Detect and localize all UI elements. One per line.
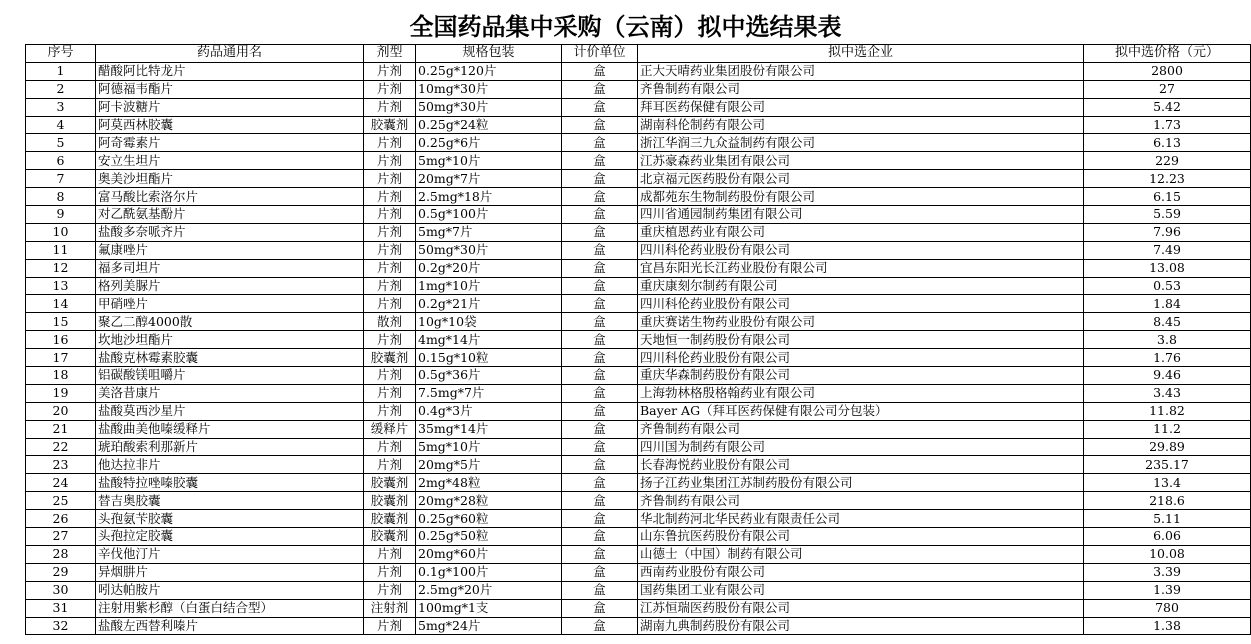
table-row — [26, 98, 1251, 116]
cell-index[interactable]: 18 — [26, 367, 96, 385]
cell-enterprise[interactable]: 湖南科伦制药有限公司 — [638, 116, 1084, 134]
cell-enterprise[interactable]: 四川科伦药业股份有限公司 — [638, 241, 1084, 259]
header-cell-drug-name[interactable]: 药品通用名 — [96, 45, 364, 63]
cell-spec[interactable]: 5mg*10片 — [416, 438, 562, 456]
cell-dosage-form[interactable]: 片剂 — [364, 241, 416, 259]
cell-spec[interactable]: 10mg*30片 — [416, 80, 562, 98]
cell-unit[interactable]: 盒 — [562, 259, 638, 277]
cell-drug-name[interactable]: 氟康唑片 — [96, 241, 364, 259]
cell-price[interactable]: 10.08 — [1084, 545, 1251, 563]
cell-dosage-form[interactable]: 胶囊剂 — [364, 528, 416, 546]
cell-enterprise[interactable]: 上海勃林格殷格翰药业有限公司 — [638, 384, 1084, 402]
cell-price[interactable]: 3.39 — [1084, 563, 1251, 581]
cell-spec[interactable]: 20mg*7片 — [416, 170, 562, 188]
cell-unit[interactable]: 盒 — [562, 456, 638, 474]
cell-enterprise[interactable]: 西南药业股份有限公司 — [638, 563, 1084, 581]
cell-spec[interactable]: 20mg*5片 — [416, 456, 562, 474]
cell-spec[interactable]: 0.5g*100片 — [416, 206, 562, 224]
cell-dosage-form[interactable]: 片剂 — [364, 617, 416, 635]
cell-index[interactable]: 8 — [26, 188, 96, 206]
cell-drug-name[interactable]: 注射用紫杉醇（白蛋白结合型） — [96, 599, 364, 617]
cell-spec[interactable]: 5mg*24片 — [416, 617, 562, 635]
cell-unit[interactable]: 盒 — [562, 313, 638, 331]
cell-index[interactable]: 22 — [26, 438, 96, 456]
cell-index[interactable]: 5 — [26, 134, 96, 152]
cell-enterprise[interactable]: 宜昌东阳光长江药业股份有限公司 — [638, 259, 1084, 277]
cell-unit[interactable]: 盒 — [562, 62, 638, 80]
cell-price[interactable]: 11.82 — [1084, 402, 1251, 420]
cell-enterprise[interactable]: 江苏豪森药业集团有限公司 — [638, 152, 1084, 170]
cell-unit[interactable]: 盒 — [562, 545, 638, 563]
cell-enterprise[interactable]: 齐鲁制药有限公司 — [638, 420, 1084, 438]
cell-price[interactable]: 7.49 — [1084, 241, 1251, 259]
cell-dosage-form[interactable]: 胶囊剂 — [364, 116, 416, 134]
cell-unit[interactable]: 盒 — [562, 528, 638, 546]
table-row — [26, 241, 1251, 259]
cell-unit[interactable]: 盒 — [562, 420, 638, 438]
cell-enterprise[interactable]: 拜耳医药保健有限公司 — [638, 98, 1084, 116]
cell-price[interactable]: 12.23 — [1084, 170, 1251, 188]
cell-price[interactable]: 1.76 — [1084, 349, 1251, 367]
cell-price[interactable]: 27 — [1084, 80, 1251, 98]
cell-price[interactable]: 9.46 — [1084, 367, 1251, 385]
table-row — [26, 223, 1251, 241]
cell-unit[interactable]: 盒 — [562, 152, 638, 170]
cell-spec[interactable]: 5mg*10片 — [416, 152, 562, 170]
cell-drug-name[interactable]: 坎地沙坦酯片 — [96, 331, 364, 349]
table-row — [26, 384, 1251, 402]
cell-unit[interactable]: 盒 — [562, 241, 638, 259]
cell-index[interactable]: 4 — [26, 116, 96, 134]
table-row — [26, 456, 1251, 474]
cell-dosage-form[interactable]: 片剂 — [364, 223, 416, 241]
cell-drug-name[interactable]: 辛伐他汀片 — [96, 545, 364, 563]
table-row — [26, 259, 1251, 277]
cell-index[interactable]: 13 — [26, 277, 96, 295]
cell-price[interactable]: 13.08 — [1084, 259, 1251, 277]
cell-enterprise[interactable]: 重庆植恩药业有限公司 — [638, 223, 1084, 241]
cell-enterprise[interactable]: 齐鲁制药有限公司 — [638, 492, 1084, 510]
cell-index[interactable]: 32 — [26, 617, 96, 635]
cell-dosage-form[interactable]: 胶囊剂 — [364, 492, 416, 510]
cell-spec[interactable]: 50mg*30片 — [416, 241, 562, 259]
table-row — [26, 438, 1251, 456]
cell-spec[interactable]: 10g*10袋 — [416, 313, 562, 331]
cell-dosage-form[interactable]: 片剂 — [364, 259, 416, 277]
cell-index[interactable]: 21 — [26, 420, 96, 438]
cell-spec[interactable]: 0.15g*10粒 — [416, 349, 562, 367]
cell-unit[interactable]: 盒 — [562, 134, 638, 152]
cell-unit[interactable]: 盒 — [562, 581, 638, 599]
cell-spec[interactable]: 0.2g*21片 — [416, 295, 562, 313]
cell-drug-name[interactable]: 琥珀酸索利那新片 — [96, 438, 364, 456]
cell-index[interactable]: 9 — [26, 206, 96, 224]
cell-index[interactable]: 27 — [26, 528, 96, 546]
cell-price[interactable]: 0.53 — [1084, 277, 1251, 295]
cell-index[interactable]: 24 — [26, 474, 96, 492]
table-row — [26, 170, 1251, 188]
cell-dosage-form[interactable]: 片剂 — [364, 134, 416, 152]
cell-price[interactable]: 8.45 — [1084, 313, 1251, 331]
header-cell-price[interactable]: 拟中选价格（元） — [1084, 45, 1251, 63]
sheet-title: 全国药品集中采购（云南）拟中选结果表 — [409, 13, 842, 41]
cell-price[interactable]: 7.96 — [1084, 223, 1251, 241]
table-row — [26, 295, 1251, 313]
cell-dosage-form[interactable]: 片剂 — [364, 456, 416, 474]
table-row — [26, 349, 1251, 367]
cell-unit[interactable]: 盒 — [562, 223, 638, 241]
cell-dosage-form[interactable]: 片剂 — [364, 80, 416, 98]
cell-index[interactable]: 14 — [26, 295, 96, 313]
cell-price[interactable]: 6.15 — [1084, 188, 1251, 206]
table-row — [26, 563, 1251, 581]
table-row — [26, 510, 1251, 528]
table-row — [26, 206, 1251, 224]
cell-enterprise[interactable]: 江苏恒瑞医药股份有限公司 — [638, 599, 1084, 617]
cell-spec[interactable]: 2.5mg*20片 — [416, 581, 562, 599]
cell-unit[interactable]: 盒 — [562, 295, 638, 313]
cell-unit[interactable]: 盒 — [562, 563, 638, 581]
cell-index[interactable]: 10 — [26, 223, 96, 241]
header-row — [26, 45, 1251, 63]
cell-enterprise[interactable]: 国药集团工业有限公司 — [638, 581, 1084, 599]
cell-unit[interactable]: 盒 — [562, 599, 638, 617]
cell-unit[interactable]: 盒 — [562, 80, 638, 98]
cell-dosage-form[interactable]: 片剂 — [364, 545, 416, 563]
table-row — [26, 581, 1251, 599]
cell-price[interactable]: 780 — [1084, 599, 1251, 617]
cell-spec[interactable]: 0.4g*3片 — [416, 402, 562, 420]
cell-drug-name[interactable]: 聚乙二醇4000散 — [96, 313, 364, 331]
cell-spec[interactable]: 0.25g*120片 — [416, 62, 562, 80]
cell-index[interactable]: 11 — [26, 241, 96, 259]
cell-price[interactable]: 2800 — [1084, 62, 1251, 80]
header-cell-enterprise[interactable]: 拟中选企业 — [638, 45, 1084, 63]
cell-enterprise[interactable]: 山东鲁抗医药股份有限公司 — [638, 528, 1084, 546]
cell-drug-name[interactable]: 阿奇霉素片 — [96, 134, 364, 152]
cell-spec[interactable]: 1mg*10片 — [416, 277, 562, 295]
cell-index[interactable]: 31 — [26, 599, 96, 617]
cell-price[interactable]: 13.4 — [1084, 474, 1251, 492]
cell-spec[interactable]: 50mg*30片 — [416, 98, 562, 116]
cell-drug-name[interactable]: 吲达帕胺片 — [96, 581, 364, 599]
cell-unit[interactable]: 盒 — [562, 98, 638, 116]
table-row — [26, 545, 1251, 563]
cell-unit[interactable]: 盒 — [562, 331, 638, 349]
cell-enterprise[interactable]: 浙江华润三九众益制药有限公司 — [638, 134, 1084, 152]
cell-enterprise[interactable]: Bayer AG（拜耳医药保健有限公司分包装） — [638, 402, 1084, 420]
cell-spec[interactable]: 35mg*14片 — [416, 420, 562, 438]
cell-unit[interactable]: 盒 — [562, 188, 638, 206]
table-row — [26, 528, 1251, 546]
cell-index[interactable]: 17 — [26, 349, 96, 367]
cell-drug-name[interactable]: 格列美脲片 — [96, 277, 364, 295]
cell-enterprise[interactable]: 成都苑东生物制药股份有限公司 — [638, 188, 1084, 206]
cell-drug-name[interactable]: 头孢氨苄胶囊 — [96, 510, 364, 528]
cell-dosage-form[interactable]: 片剂 — [364, 402, 416, 420]
cell-enterprise[interactable]: 正大天晴药业集团股份有限公司 — [638, 62, 1084, 80]
cell-dosage-form[interactable]: 片剂 — [364, 98, 416, 116]
cell-dosage-form[interactable]: 片剂 — [364, 581, 416, 599]
table-row — [26, 188, 1251, 206]
cell-drug-name[interactable]: 美洛昔康片 — [96, 384, 364, 402]
table-row — [26, 402, 1251, 420]
cell-unit[interactable]: 盒 — [562, 510, 638, 528]
cell-enterprise[interactable]: 四川国为制药有限公司 — [638, 438, 1084, 456]
cell-price[interactable]: 6.06 — [1084, 528, 1251, 546]
cell-drug-name[interactable]: 福多司坦片 — [96, 259, 364, 277]
cell-drug-name[interactable]: 他达拉非片 — [96, 456, 364, 474]
cell-spec[interactable]: 0.1g*100片 — [416, 563, 562, 581]
cell-drug-name[interactable]: 阿德福韦酯片 — [96, 80, 364, 98]
cell-index[interactable]: 20 — [26, 402, 96, 420]
cell-enterprise[interactable]: 华北制药河北华民药业有限责任公司 — [638, 510, 1084, 528]
cell-enterprise[interactable]: 北京福元医药股份有限公司 — [638, 170, 1084, 188]
cell-index[interactable]: 23 — [26, 456, 96, 474]
cell-spec[interactable]: 0.25g*6片 — [416, 134, 562, 152]
cell-dosage-form[interactable]: 片剂 — [364, 563, 416, 581]
cell-spec[interactable]: 20mg*28粒 — [416, 492, 562, 510]
header-cell-index[interactable]: 序号 — [26, 45, 96, 63]
cell-unit[interactable]: 盒 — [562, 206, 638, 224]
cell-price[interactable]: 218.6 — [1084, 492, 1251, 510]
cell-unit[interactable]: 盒 — [562, 402, 638, 420]
cell-dosage-form[interactable]: 片剂 — [364, 438, 416, 456]
cell-price[interactable]: 229 — [1084, 152, 1251, 170]
header-cell-unit[interactable]: 计价单位 — [562, 45, 638, 63]
table-row — [26, 599, 1251, 617]
cell-enterprise[interactable]: 扬子江药业集团江苏制药股份有限公司 — [638, 474, 1084, 492]
cell-index[interactable]: 25 — [26, 492, 96, 510]
cell-spec[interactable]: 0.25g*60粒 — [416, 510, 562, 528]
cell-index[interactable]: 3 — [26, 98, 96, 116]
cell-dosage-form[interactable]: 片剂 — [364, 277, 416, 295]
cell-price[interactable]: 29.89 — [1084, 438, 1251, 456]
cell-spec[interactable]: 5mg*7片 — [416, 223, 562, 241]
cell-spec[interactable]: 2mg*48粒 — [416, 474, 562, 492]
cell-drug-name[interactable]: 奥美沙坦酯片 — [96, 170, 364, 188]
cell-spec[interactable]: 100mg*1支 — [416, 599, 562, 617]
cell-dosage-form[interactable]: 缓释片 — [364, 420, 416, 438]
cell-index[interactable]: 19 — [26, 384, 96, 402]
table-row — [26, 277, 1251, 295]
cell-drug-name[interactable]: 铝碳酸镁咀嚼片 — [96, 367, 364, 385]
table-row — [26, 617, 1251, 635]
cell-index[interactable]: 30 — [26, 581, 96, 599]
cell-dosage-form[interactable]: 片剂 — [364, 367, 416, 385]
cell-price[interactable]: 5.42 — [1084, 98, 1251, 116]
cell-dosage-form[interactable]: 片剂 — [364, 295, 416, 313]
cell-dosage-form[interactable]: 片剂 — [364, 331, 416, 349]
cell-enterprise[interactable]: 重庆赛诺生物药业股份有限公司 — [638, 313, 1084, 331]
cell-enterprise[interactable]: 天地恒一制药股份有限公司 — [638, 331, 1084, 349]
cell-drug-name[interactable]: 异烟肼片 — [96, 563, 364, 581]
cell-unit[interactable]: 盒 — [562, 474, 638, 492]
cell-drug-name[interactable]: 阿莫西林胶囊 — [96, 116, 364, 134]
table-row — [26, 80, 1251, 98]
results-table — [25, 44, 1251, 635]
cell-spec[interactable]: 0.25g*24粒 — [416, 116, 562, 134]
header-cell-dosage-form[interactable]: 剂型 — [364, 45, 416, 63]
cell-index[interactable]: 6 — [26, 152, 96, 170]
cell-drug-name[interactable]: 甲硝唑片 — [96, 295, 364, 313]
cell-price[interactable]: 5.11 — [1084, 510, 1251, 528]
cell-enterprise[interactable]: 湖南九典制药股份有限公司 — [638, 617, 1084, 635]
cell-spec[interactable]: 7.5mg*7片 — [416, 384, 562, 402]
cell-spec[interactable]: 20mg*60片 — [416, 545, 562, 563]
cell-index[interactable]: 28 — [26, 545, 96, 563]
cell-spec[interactable]: 0.5g*36片 — [416, 367, 562, 385]
table-row — [26, 116, 1251, 134]
cell-index[interactable]: 26 — [26, 510, 96, 528]
cell-index[interactable]: 12 — [26, 259, 96, 277]
cell-drug-name[interactable]: 替吉奥胶囊 — [96, 492, 364, 510]
cell-price[interactable]: 235.17 — [1084, 456, 1251, 474]
cell-dosage-form[interactable]: 胶囊剂 — [364, 349, 416, 367]
cell-enterprise[interactable]: 山德士（中国）制药有限公司 — [638, 545, 1084, 563]
cell-index[interactable]: 2 — [26, 80, 96, 98]
cell-unit[interactable]: 盒 — [562, 438, 638, 456]
cell-drug-name[interactable]: 阿卡波糖片 — [96, 98, 364, 116]
cell-price[interactable]: 6.13 — [1084, 134, 1251, 152]
cell-drug-name[interactable]: 盐酸特拉唑嗪胶囊 — [96, 474, 364, 492]
cell-drug-name[interactable]: 盐酸克林霉素胶囊 — [96, 349, 364, 367]
cell-price[interactable]: 3.8 — [1084, 331, 1251, 349]
cell-drug-name[interactable]: 盐酸多奈哌齐片 — [96, 223, 364, 241]
cell-index[interactable]: 7 — [26, 170, 96, 188]
table-row — [26, 134, 1251, 152]
cell-unit[interactable]: 盒 — [562, 492, 638, 510]
cell-unit[interactable]: 盒 — [562, 170, 638, 188]
cell-enterprise[interactable]: 重庆康刻尔制药有限公司 — [638, 277, 1084, 295]
cell-unit[interactable]: 盒 — [562, 349, 638, 367]
cell-unit[interactable]: 盒 — [562, 277, 638, 295]
cell-price[interactable]: 11.2 — [1084, 420, 1251, 438]
cell-spec[interactable]: 2.5mg*18片 — [416, 188, 562, 206]
cell-enterprise[interactable]: 四川科伦药业股份有限公司 — [638, 349, 1084, 367]
cell-enterprise[interactable]: 四川科伦药业股份有限公司 — [638, 295, 1084, 313]
cell-drug-name[interactable]: 对乙酰氨基酚片 — [96, 206, 364, 224]
header-cell-spec[interactable]: 规格包装 — [416, 45, 562, 63]
cell-unit[interactable]: 盒 — [562, 116, 638, 134]
cell-enterprise[interactable]: 重庆华森制药股份有限公司 — [638, 367, 1084, 385]
cell-price[interactable]: 1.73 — [1084, 116, 1251, 134]
cell-dosage-form[interactable]: 片剂 — [364, 62, 416, 80]
table-row — [26, 367, 1251, 385]
cell-price[interactable]: 1.84 — [1084, 295, 1251, 313]
table-row — [26, 420, 1251, 438]
cell-index[interactable]: 16 — [26, 331, 96, 349]
table-row — [26, 492, 1251, 510]
cell-unit[interactable]: 盒 — [562, 617, 638, 635]
cell-drug-name[interactable]: 醋酸阿比特龙片 — [96, 62, 364, 80]
cell-enterprise[interactable]: 长春海悦药业股份有限公司 — [638, 456, 1084, 474]
cell-index[interactable]: 15 — [26, 313, 96, 331]
table-row — [26, 62, 1251, 80]
cell-price[interactable]: 1.38 — [1084, 617, 1251, 635]
table-row — [26, 313, 1251, 331]
cell-drug-name[interactable]: 头孢拉定胶囊 — [96, 528, 364, 546]
cell-index[interactable]: 29 — [26, 563, 96, 581]
cell-drug-name[interactable]: 盐酸左西替利嗪片 — [96, 617, 364, 635]
cell-dosage-form[interactable]: 片剂 — [364, 170, 416, 188]
cell-price[interactable]: 3.43 — [1084, 384, 1251, 402]
cell-index[interactable]: 1 — [26, 62, 96, 80]
cell-dosage-form[interactable]: 胶囊剂 — [364, 510, 416, 528]
cell-drug-name[interactable]: 盐酸曲美他嗪缓释片 — [96, 420, 364, 438]
cell-dosage-form[interactable]: 胶囊剂 — [364, 474, 416, 492]
cell-price[interactable]: 5.59 — [1084, 206, 1251, 224]
table-body — [26, 62, 1251, 635]
cell-spec[interactable]: 4mg*14片 — [416, 331, 562, 349]
cell-enterprise[interactable]: 齐鲁制药有限公司 — [638, 80, 1084, 98]
cell-spec[interactable]: 0.2g*20片 — [416, 259, 562, 277]
cell-dosage-form[interactable]: 片剂 — [364, 206, 416, 224]
cell-unit[interactable]: 盒 — [562, 367, 638, 385]
cell-dosage-form[interactable]: 片剂 — [364, 188, 416, 206]
cell-price[interactable]: 1.39 — [1084, 581, 1251, 599]
cell-dosage-form[interactable]: 片剂 — [364, 384, 416, 402]
cell-enterprise[interactable]: 四川省通园制药集团有限公司 — [638, 206, 1084, 224]
cell-dosage-form[interactable]: 散剂 — [364, 313, 416, 331]
cell-unit[interactable]: 盒 — [562, 384, 638, 402]
cell-drug-name[interactable]: 富马酸比索洛尔片 — [96, 188, 364, 206]
table-row — [26, 474, 1251, 492]
table-row — [26, 331, 1251, 349]
cell-drug-name[interactable]: 盐酸莫西沙星片 — [96, 402, 364, 420]
cell-drug-name[interactable]: 安立生坦片 — [96, 152, 364, 170]
table-row — [26, 152, 1251, 170]
cell-dosage-form[interactable]: 片剂 — [364, 152, 416, 170]
cell-dosage-form[interactable]: 注射剂 — [364, 599, 416, 617]
cell-spec[interactable]: 0.25g*50粒 — [416, 528, 562, 546]
